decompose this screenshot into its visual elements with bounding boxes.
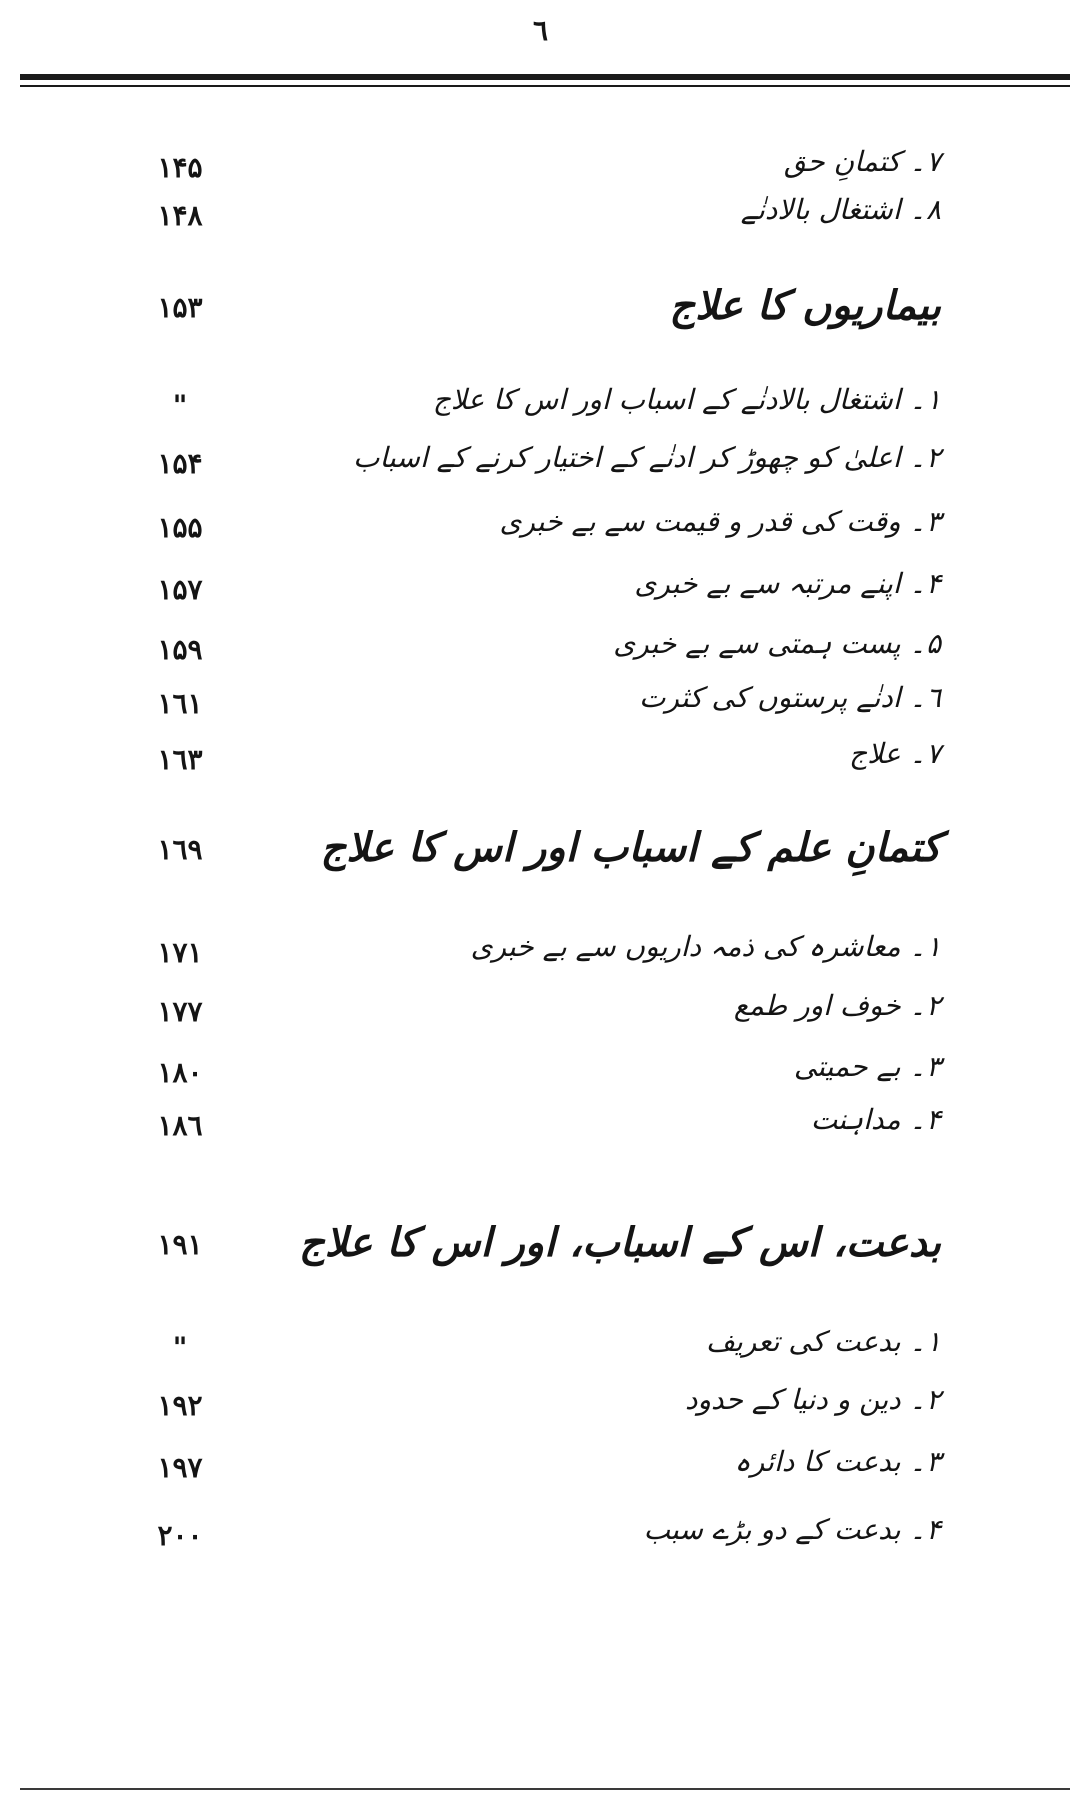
toc-entry [0,1378,1081,1438]
toc-entry [0,622,1081,682]
toc-entry-title: ١۔ اشتغال بالادنٰے کے اسباب اور اس کا علاج [432,383,941,416]
toc-entry-title: ٦۔ ادنٰے پرستوں کی کثرت [639,681,941,714]
toc-entry-title: ١۔ معاشرہ کی ذمہ داریوں سے بے خبری [470,930,941,963]
toc-section-title: کتمانِ علم کے اسباب اور اس کا علاج [320,824,941,871]
toc-entry-page: ١٦٣ [157,743,203,776]
toc-entry-title: ١۔ بدعت کی تعریف [705,1325,941,1358]
header-rule-thin [20,85,1070,87]
toc-entry-page: ١٨٦ [157,1109,203,1142]
toc-entry-page: ١۵٣ [157,291,203,324]
toc-entry-page: ١۵۵ [157,511,203,544]
toc-entry-page: ١٩١ [157,1228,203,1261]
toc-entry-page: ١٩٢ [157,1389,203,1422]
toc-entry [0,984,1081,1044]
footer-rule [20,1788,1070,1790]
toc-entry-title: ٨۔ اشتغال بالادنٰے [740,193,941,226]
toc-entry-title: ٢۔ خوف اور طمع [733,989,941,1022]
toc-section-heading [0,820,1081,880]
toc-entry-title: ٣۔ بے حمیتی [793,1050,941,1083]
toc-entry-page: ١٧١ [157,936,203,969]
toc-section-heading [0,1215,1081,1275]
toc-entry [0,188,1081,248]
toc-entry-title: ٢۔ دین و دنیا کے حدود [684,1383,941,1416]
toc-entry [0,436,1081,496]
toc-section-title: بدعت، اس کے اسباب، اور اس کا علاج [298,1219,941,1266]
toc-entry-page: " [172,389,188,422]
toc-entry-page: ١٩٧ [157,1451,203,1484]
toc-entry [0,378,1081,438]
toc-entry-page: ١٨٠ [157,1056,203,1089]
toc-entry [0,1045,1081,1105]
toc-entry [0,1320,1081,1380]
toc-entry-page: ٢٠٠ [157,1519,203,1552]
toc-entry [0,562,1081,622]
toc-entry-title: ٧۔ علاج [849,737,941,770]
toc-entry-title: ۵۔ پست ہمتی سے بے خبری [613,627,941,660]
toc-entry [0,925,1081,985]
toc-entry-page: ١۴۵ [157,151,203,184]
toc-entry [0,732,1081,792]
toc-section-heading [0,278,1081,338]
toc-entry-page: " [172,1331,188,1364]
toc-entry-title: ٢۔ اعلیٰ کو چھوڑ کر ادنٰے کے اختیار کرنے کے اسباب [353,441,941,474]
toc-entry [0,1098,1081,1158]
toc-entry-page: ١۵٩ [157,633,203,666]
toc-entry-title: ٣۔ وقت کی قدر و قیمت سے بے خبری [499,505,941,538]
toc-entry-title: ۴۔ بدعت کے دو بڑے سبب [643,1513,941,1546]
toc-entry-title: ٣۔ بدعت کا دائرہ [734,1445,941,1478]
toc-entry [0,1508,1081,1568]
toc-entry-page: ١٦٩ [157,833,203,866]
toc-entry [0,676,1081,736]
toc-entry-page: ١۴٨ [157,199,203,232]
page-number: ٦ [532,14,549,47]
toc-entry [0,1440,1081,1500]
toc-entry-page: ١۵٧ [157,573,203,606]
toc-entry-page: ١۵۴ [157,447,203,480]
toc-entry-page: ١٦١ [157,687,203,720]
toc-entry-page: ١٧٧ [157,995,203,1028]
toc-entry [0,500,1081,560]
toc-entry-title: ۴۔ اپنے مرتبہ سے بے خبری [634,567,941,600]
toc-entry-title: ۴۔ مداہنت [810,1103,941,1136]
toc-entry-title: ٧۔ کتمانِ حق [784,145,941,178]
header-rule [20,74,1070,80]
toc-section-title: بیماریوں کا علاج [669,282,941,329]
